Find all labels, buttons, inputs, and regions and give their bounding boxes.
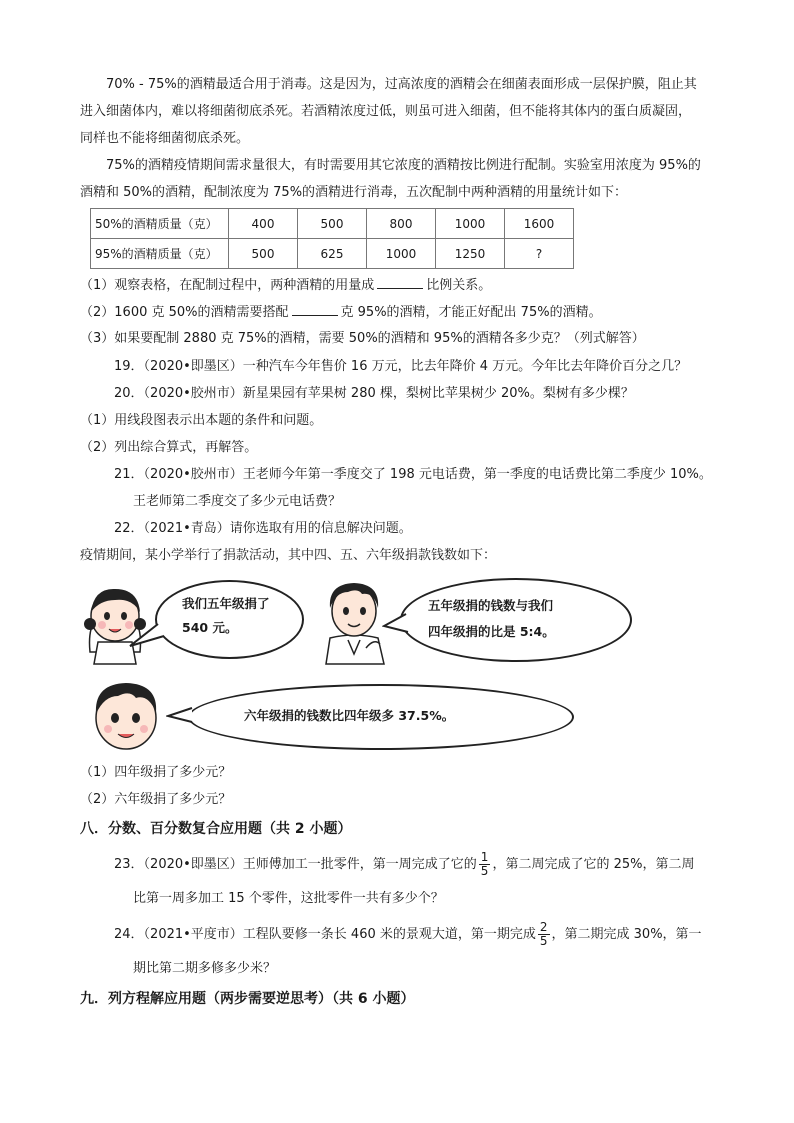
fraction bbox=[479, 851, 491, 878]
intro-line: 75%的酒精疫情期间需求量很大，有时需要用其它浓度的酒精按比例进行配制。实验室用浓度为 95%的 bbox=[106, 158, 701, 173]
q24-text-end: ，第二期完成 30%，第一 bbox=[551, 927, 702, 942]
table-cell: 800 bbox=[367, 209, 436, 239]
intro-line: 同样也不能将细菌彻底杀死。 bbox=[80, 131, 250, 146]
question-23-cont: 比第一周多加工 15 个零件，这批零件一共有多少个？ bbox=[133, 891, 444, 906]
table-cell: 500 bbox=[298, 209, 367, 239]
section-heading-8: 八．分数、百分数复合应用题（共 2 小题） bbox=[80, 821, 352, 837]
question-21-cont: 王老师第二季度交了多少元电话费？ bbox=[133, 494, 342, 509]
q22-sub1: （1）四年级捐了多少元？ bbox=[80, 765, 232, 780]
intro-line: 酒精和 50%的酒精，配制浓度为 75%的酒精进行消毒，五次配制中两种酒精的用量统计如下： bbox=[80, 185, 628, 200]
bubble-2-text: 四年级捐的比是 5:4。 bbox=[428, 624, 555, 639]
table-cell: ? bbox=[505, 239, 574, 269]
bubble-tail bbox=[382, 612, 412, 636]
table-row-label: 95%的酒精质量（克） bbox=[91, 239, 229, 269]
q18-sub3: （3）如果要配制 2880 克 75%的酒精，需要 50%的酒精和 95%的酒精各多少克？（列式解答） bbox=[80, 331, 645, 346]
question-24-cont: 期比第二期多修多少米？ bbox=[133, 961, 277, 976]
table-row bbox=[91, 239, 574, 269]
table-row bbox=[91, 209, 574, 239]
bubble-2-text: 五年级捐的钱数与我们 bbox=[428, 598, 554, 613]
intro-line: 70% - 75%的酒精最适合用于消毒。这是因为，过高浓度的酒精会在细菌表面形成一层保护膜，阻止其 bbox=[106, 77, 697, 92]
q20-sub2: （2）列出综合算式，再解答。 bbox=[80, 440, 258, 455]
q18-sub1 bbox=[80, 276, 491, 295]
table-cell: 400 bbox=[229, 209, 298, 239]
fraction-denominator: 5 bbox=[539, 934, 548, 948]
table-cell: 500 bbox=[229, 239, 298, 269]
q23-text-end: ，第二周完成了它的 25%，第二周 bbox=[492, 857, 695, 872]
table-cell: 625 bbox=[298, 239, 367, 269]
fraction bbox=[538, 921, 550, 948]
alcohol-table bbox=[90, 208, 574, 269]
table-cell: 1000 bbox=[436, 209, 505, 239]
q22-context: 疫情期间，某小学举行了捐款活动，其中四、五、六年级捐款钱数如下： bbox=[80, 548, 497, 563]
q24-text: 24．（2021•平度市）工程队要修一条长 460 米的景观大道，第一期完成 bbox=[114, 927, 536, 942]
table-cell: 1250 bbox=[436, 239, 505, 269]
boy-icon bbox=[84, 676, 168, 758]
question-20: 20．（2020•胶州市）新星果园有苹果树 280 棵，梨树比苹果树少 20%。梨树有多少棵？ bbox=[114, 386, 634, 401]
question-24 bbox=[114, 920, 702, 950]
fraction-numerator: 1 bbox=[480, 850, 489, 864]
table-row-label: 50%的酒精质量（克） bbox=[91, 209, 229, 239]
table-cell: 1000 bbox=[367, 239, 436, 269]
boy-icon bbox=[318, 578, 390, 666]
q18-sub2 bbox=[80, 303, 602, 322]
q22-sub2: （2）六年级捐了多少元？ bbox=[80, 792, 232, 807]
q18-sub1-text: （1）观察表格，在配制过程中，两种酒精的用量成 bbox=[80, 278, 375, 293]
bubble-tail bbox=[166, 706, 196, 726]
bubble-tail bbox=[128, 622, 168, 652]
q18-sub2-text: （2）1600 克 50%的酒精需要搭配 bbox=[80, 305, 289, 320]
bubble-1-text: 我们五年级捐了 bbox=[182, 596, 270, 611]
fraction-numerator: 2 bbox=[539, 920, 548, 934]
q18-sub2-text-end: 克 95%的酒精，才能正好配出 75%的酒精。 bbox=[340, 305, 602, 320]
bubble-1-text: 540 元。 bbox=[182, 620, 238, 635]
section-heading-9: 九．列方程解应用题（两步需要逆思考）（共 6 小题） bbox=[80, 991, 415, 1007]
q18-sub1-text-end: 比例关系。 bbox=[426, 278, 492, 293]
q20-sub1: （1）用线段图表示出本题的条件和问题。 bbox=[80, 413, 323, 428]
q23-text: 23．（2020•即墨区）王师傅加工一批零件，第一周完成了它的 bbox=[114, 857, 477, 872]
table-cell: 1600 bbox=[505, 209, 574, 239]
intro-line: 进入细菌体内，难以将细菌彻底杀死。若酒精浓度过低，则虽可进入细菌，但不能将其体内的蛋白质凝固， bbox=[80, 104, 692, 119]
bubble-3-text: 六年级捐的钱数比四年级多 37.5%。 bbox=[244, 708, 455, 723]
question-23 bbox=[114, 850, 694, 880]
fraction-denominator: 5 bbox=[480, 864, 489, 878]
question-22: 22．（2021•青岛）请你选取有用的信息解决问题。 bbox=[114, 521, 412, 536]
answer-blank[interactable] bbox=[377, 276, 423, 289]
question-21: 21．（2020•胶州市）王老师今年第一季度交了 198 元电话费，第一季度的电话费比第二季度少 10%。 bbox=[114, 467, 712, 482]
answer-blank[interactable] bbox=[292, 303, 338, 316]
question-19: 19．（2020•即墨区）一种汽车今年售价 16 万元，比去年降价 4 万元。今年比去年降价百分之几？ bbox=[114, 359, 688, 374]
